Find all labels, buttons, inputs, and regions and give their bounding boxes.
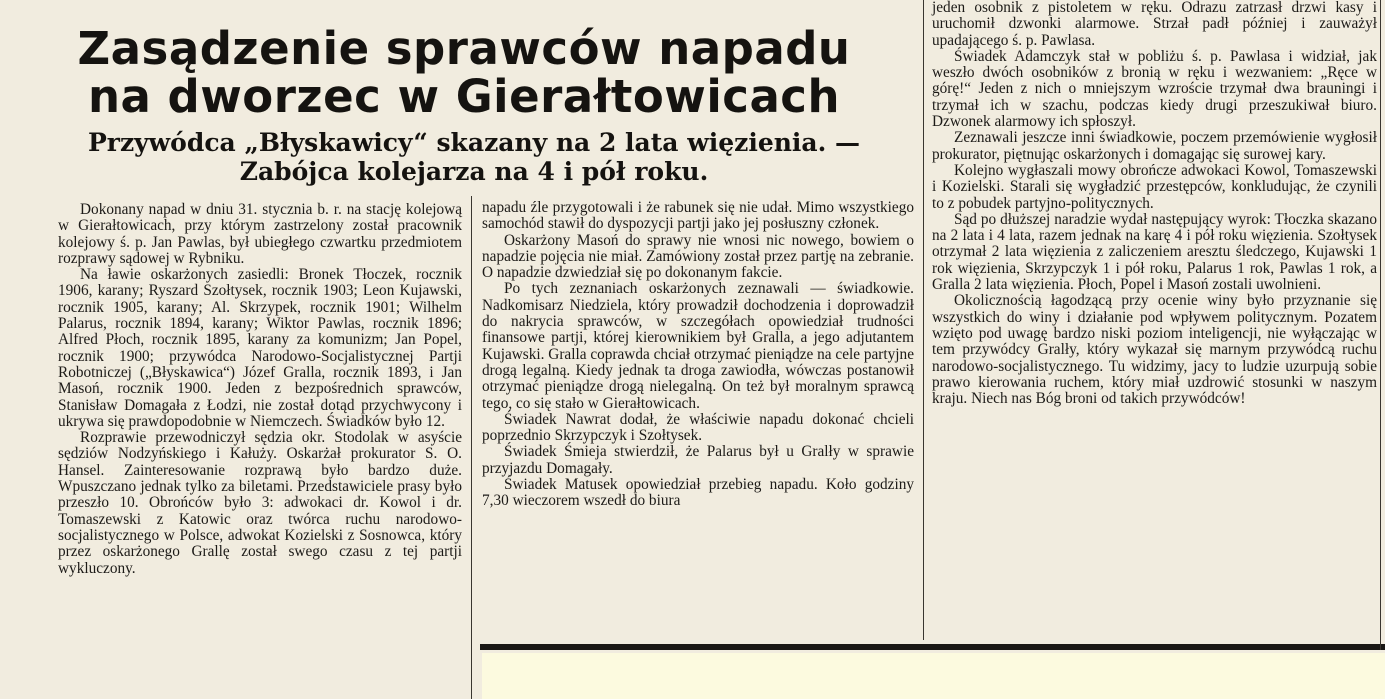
paragraph: Na ławie oskarżonych zasiedli: Bronek Tłoczek, rocznik 1906, karany; Ryszard Szołtysek, rocznik 1903; Leon Kujawski, rocznik 1905, karany; Al. Skrzypek, rocznik 1901; Wilhelm Palarus, rocznik 1894, karany; Wiktor Pawlas, rocznik 1896; Alfred Płoch, rocznik 1895, karany za komunizm; Jan Popel, rocznik 1900; przywódca Narodowo-Socjalistycznej Partji Robotniczej („Błyskawica“) Józef Gralla, rocznik 1893, i Jan Masoń, rocznik 1900. Jeden z bezpośrednich sprawców, Stanisław Domagała z Łodzi, nie został dotąd przychwycony i ukrywa się prawdopodobnie w Niemczech. Świadków było 12.: [58, 266, 462, 430]
paragraph: Okolicznością łagodzącą przy ocenie winy było przyznanie się wszystkich do winy i działanie pod wpływem politycznym. Pozatem wzięto pod uwagę bardzo niski poziom inteligencji, nie wyłączając w tem przywódcy Gralły, który wykazał się marnym przywódcą ruchu narodowo-socjalistycznego. Tu widzimy, jacy to ludzie uzurpują sobie prawo kierowania ruchem, który miał uzdrowić stosunki w naszym kraju. Niech nas Bóg broni od takich przywódców!: [932, 292, 1377, 408]
subheadline-line-2: Zabójca kolejarza na 4 i pół roku.: [239, 157, 709, 186]
paragraph: Rozprawie przewodniczył sędzia okr. Stodolak w asyście sędziów Nodzyńskiego i Kałuży. Oskarżał prokurator S. O. Hansel. Zainteresowanie rozprawą było bardzo duże. Wpuszczano jednak tylko za biletami. Przedstawiciele prasy było przeszło 10. Obrońców było 3: adwokaci dr. Kowol i dr. Tomaszewski z Katowic oraz twórca ruchu narodowo-socjalistycznego w Polsce, adwokat Kozielski z Sosnowca, który przez oskarżonego Grallę został swego czasu z tej partji wykluczony.: [58, 429, 462, 577]
paragraph: Po tych zeznaniach oskarżonych zeznawali — świadkowie. Nadkomisarz Niedziela, który prowadził dochodzenia i doprowadził do nakrycia sprawców, w szczegółach opowiedział trudności finansowe partji, której kierownikiem był Gralla, a jego adjutantem Kujawski. Gralla coprawda chciał otrzymać pieniądze na cele partyjne drogą legalną. Kiedy jednak ta droga zawiodła, wówczas postanowił otrzymać pieniądze drogą nielegalną. On też był moralnym sprawcą tego, co się stało w Gierałtowicach.: [482, 280, 914, 412]
paragraph: Kolejno wygłaszali mowy obrończe adwokaci Kowol, Tomaszewski i Kozielski. Starali się wygładzić przestępców, konkludując, że czynili to z pobudek partyjno-politycznych.: [932, 161, 1377, 212]
paragraph: Zeznawali jeszcze inni świadkowie, poczem przemówienie wygłosił prokurator, piętnując oskarżonych i domagając się surowej kary.: [932, 129, 1377, 163]
paragraph: Świadek Matusek opowiedział przebieg napadu. Koło godziny 7,30 wieczorem wszedł do biura: [482, 476, 914, 510]
column-divider: [471, 196, 472, 699]
paragraph: Dokonany napad w dniu 31. stycznia b. r. na stację kolejową w Gierałtowicach, przy którym zastrzelony został pracownik kolejowy ś. p. Jan Pawlas, był ubiegłego czwartku przedmiotem rozprawy sądowej w Rybniku.: [58, 201, 462, 267]
headline-line-1: Zasądzenie sprawców napadu: [77, 22, 851, 75]
paragraph: Świadek Adamczyk stał w pobliżu ś. p. Pawlasa i widział, jak weszło dwóch osobników z bronią w ręku i wezwaniem: „Ręce w górę!“ Jeden z nich o mniejszym wzroście trzymał dwa brauningi i trzymał ich w szachu, podczas kiedy drugi przeszukiwał biuro. Dzwonek alarmowy ich spłoszył.: [932, 47, 1377, 131]
page-edge-rule: [1380, 0, 1381, 650]
paragraph: jeden osobnik z pistoletem w ręku. Odrazu zatrzasł drzwi kasy i uruchomił dzwonki alarmowe. Strzał padł później i zauważył upadającego ś. p. Pawlasa.: [932, 0, 1377, 49]
article-column-1: [58, 202, 462, 577]
article-column-2: [482, 200, 914, 510]
section-rule: [480, 644, 1385, 650]
paragraph: Oskarżony Masoń do sprawy nie wnosi nic nowego, bowiem o napadzie pojęcia nie miał. Zamówiony został przez partję na zebranie. O napadzie dzwiedział się po dokonanym fakcie.: [482, 231, 914, 282]
paragraph: Świadek Nawrat dodał, że właściwie napadu dokonać chcieli poprzednio Skrzypczyk i Szołtysek.: [482, 410, 914, 445]
subheadline-line-1: Przywódca „Błyskawicy“ skazany na 2 lata więzienia. —: [87, 128, 861, 157]
paragraph: Sąd po dłuższej naradzie wydał następujący wyrok: Tłoczka skazano na 2 lata i 4 lata, razem jednak na karę 4 i pół roku więzienia. Szołtysek otrzymał 2 lata więzienia z zaliczeniem aresztu śledczego, Kujawski 1 rok więzienia, Skrzypczyk 1 i pół roku, Palarus 1 rok, Pawlas 1 rok, a Gralla 2 lata więzienia. Płoch, Popel i Masoń zostali uwolnieni.: [932, 210, 1377, 294]
article-column-3: [932, 0, 1377, 407]
paragraph: napadu źle przygotowali i że rabunek się nie udał. Mimo wszystkiego samochód stawił do dyspozycji partji jako jej posłuszny członek.: [482, 199, 914, 233]
column-divider: [923, 0, 924, 640]
blank-area: [482, 653, 1385, 699]
article-header: [0, 0, 925, 200]
headline-line-2: na dworzec w Gierałtowicach: [87, 70, 841, 123]
paragraph: Świadek Śmieja stwierdził, że Palarus był u Gralły w sprawie przyjazdu Domagały.: [482, 443, 914, 477]
